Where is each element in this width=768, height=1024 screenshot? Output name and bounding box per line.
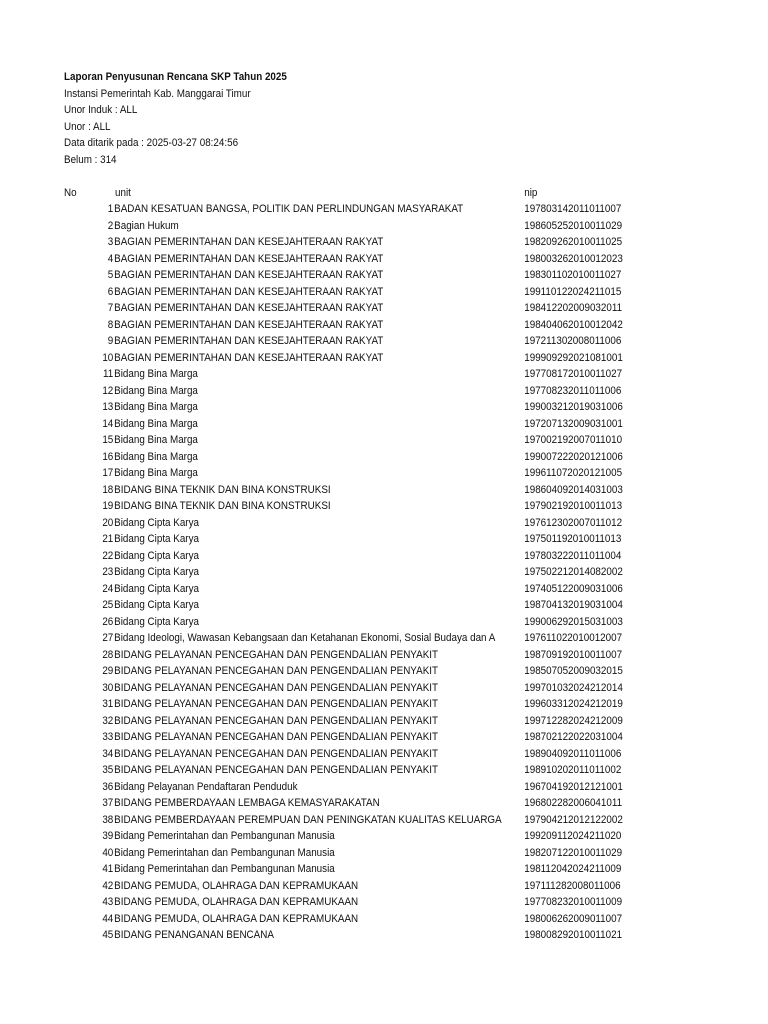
row-no-cell: 10 xyxy=(102,351,114,364)
row-unit-cell: BAGIAN PEMERINTAHAN DAN KESEJAHTERAAN RAKYAT xyxy=(114,351,384,364)
table-row xyxy=(64,449,671,466)
row-unit-cell: BIDANG PEMUDA, OLAHRAGA DAN KEPRAMUKAAN xyxy=(114,879,359,892)
row-nip-cell: 198605252010011029 xyxy=(523,218,622,235)
row-no-cell: 22 xyxy=(102,549,114,562)
row-unit-cell: BAGIAN PEMERINTAHAN DAN KESEJAHTERAAN RAKYAT xyxy=(114,335,384,347)
row-no-cell: 31 xyxy=(102,698,114,710)
table-row xyxy=(64,267,671,284)
table-row xyxy=(64,647,671,664)
row-nip-cell: 198003262010012023 xyxy=(523,251,622,268)
row-unit-cell: Bidang Cipta Karya xyxy=(114,533,199,545)
row-nip-cell: 199007222020121006 xyxy=(523,449,622,466)
row-unit-cell: Bagian Hukum xyxy=(114,219,179,232)
row-nip-cell: 199603312024212019 xyxy=(523,696,622,713)
row-nip-cell: 199110122024211015 xyxy=(523,284,621,301)
row-nip-cell: 198301102010011027 xyxy=(523,267,621,284)
row-nip-cell: 198412202009032011 xyxy=(523,300,622,317)
table-row xyxy=(64,630,671,647)
row-unit-cell: BIDANG PELAYANAN PENCEGAHAN DAN PENGENDALIAN PENYAKIT xyxy=(114,698,439,710)
row-nip-cell: 197708232011011006 xyxy=(523,383,621,400)
row-nip-cell: 198904092011011006 xyxy=(523,746,621,763)
row-unit-cell: BAGIAN PEMERINTAHAN DAN KESEJAHTERAAN RAKYAT xyxy=(114,269,384,281)
row-unit-cell: BIDANG PELAYANAN PENCEGAHAN DAN PENGENDALIAN PENYAKIT xyxy=(114,731,439,743)
row-no-cell: 33 xyxy=(102,731,114,743)
row-no-cell: 28 xyxy=(102,648,114,661)
row-nip-cell: 199611072020121005 xyxy=(523,465,622,482)
table-row xyxy=(64,746,671,763)
row-no-cell: 42 xyxy=(102,879,114,892)
table-row xyxy=(64,218,671,235)
row-no-cell: 27 xyxy=(102,632,114,644)
row-nip-cell: 197211302008011006 xyxy=(523,333,621,350)
table-row xyxy=(64,795,671,812)
report-title: Laporan Penyusunan Rencana SKP Tahun 2025 xyxy=(64,71,287,83)
row-no-cell: 29 xyxy=(102,665,114,677)
row-unit-cell: Bidang Bina Marga xyxy=(114,401,198,413)
row-nip-cell: 198112042024211009 xyxy=(523,861,621,878)
row-unit-cell: Bidang Pemerintahan dan Pembangunan Manusia xyxy=(114,846,335,859)
report-sheet xyxy=(64,69,671,944)
table-row xyxy=(64,350,671,367)
table-row xyxy=(64,300,671,317)
table-row xyxy=(64,779,671,796)
table-row xyxy=(64,614,671,631)
table-row xyxy=(64,234,671,251)
row-nip-cell: 198507052009032015 xyxy=(523,663,622,680)
row-nip-cell: 198709192010011007 xyxy=(523,647,622,664)
row-unit-cell: Bidang Pemerintahan dan Pembangunan Manusia xyxy=(114,830,335,842)
row-nip-cell: 196802282006041011 xyxy=(523,795,622,812)
row-nip-cell: 198209262010011025 xyxy=(523,234,622,251)
row-unit-cell: Bidang Bina Marga xyxy=(114,417,198,430)
row-no-cell: 45 xyxy=(102,929,114,941)
table-row xyxy=(64,515,671,532)
row-unit-cell: BAGIAN PEMERINTAHAN DAN KESEJAHTERAAN RAKYAT xyxy=(114,236,384,248)
row-nip-cell: 197803142011011007 xyxy=(523,201,621,218)
table-row xyxy=(64,911,671,928)
row-no-cell: 19 xyxy=(102,500,114,512)
row-nip-cell: 197111282008011006 xyxy=(523,878,620,895)
table-row xyxy=(64,878,671,895)
row-no-cell: 13 xyxy=(102,401,114,413)
table-row xyxy=(64,828,671,845)
table-row xyxy=(64,894,671,911)
table-row xyxy=(64,333,671,350)
row-no-cell: 40 xyxy=(102,846,114,859)
row-unit-cell: BIDANG PELAYANAN PENCEGAHAN DAN PENGENDALIAN PENYAKIT xyxy=(114,665,439,677)
table-row xyxy=(64,531,671,548)
row-no-cell: 17 xyxy=(102,467,114,479)
row-unit-cell: BIDANG PEMUDA, OLAHRAGA DAN KEPRAMUKAAN xyxy=(114,912,359,925)
row-unit-cell: Bidang Pemerintahan dan Pembangunan Manusia xyxy=(114,863,335,875)
row-unit-cell: BAGIAN PEMERINTAHAN DAN KESEJAHTERAAN RAKYAT xyxy=(114,252,384,265)
table-row xyxy=(64,927,671,944)
row-unit-cell: Bidang Cipta Karya xyxy=(114,615,199,628)
row-nip-cell: 197405122009031006 xyxy=(523,581,622,598)
table-row xyxy=(64,581,671,598)
row-unit-cell: BIDANG PELAYANAN PENCEGAHAN DAN PENGENDALIAN PENYAKIT xyxy=(114,648,439,661)
report-unor-induk: Unor Induk : ALL xyxy=(64,104,138,116)
row-unit-cell: Bidang Pelayanan Pendaftaran Penduduk xyxy=(114,780,298,793)
table-row xyxy=(64,482,671,499)
row-nip-cell: 199209112024211020 xyxy=(523,828,621,845)
row-no-cell: 44 xyxy=(102,912,114,925)
row-nip-cell: 197904212012122002 xyxy=(523,812,622,829)
row-no-cell: 12 xyxy=(102,384,114,397)
row-no-cell: 16 xyxy=(102,450,114,463)
table-row xyxy=(64,548,671,565)
table-row xyxy=(64,680,671,697)
row-no-cell: 15 xyxy=(102,434,114,446)
report-data-ditarik: Data ditarik pada : 2025-03-27 08:24:56 xyxy=(64,137,239,149)
table-row xyxy=(64,416,671,433)
row-unit-cell: BAGIAN PEMERINTAHAN DAN KESEJAHTERAAN RAKYAT xyxy=(114,302,384,314)
row-no-cell: 26 xyxy=(102,615,114,628)
row-no-cell: 32 xyxy=(102,714,114,727)
row-nip-cell: 199712282024212009 xyxy=(523,713,622,730)
row-nip-cell: 198207122010011029 xyxy=(523,845,622,862)
row-unit-cell: Bidang Bina Marga xyxy=(114,450,198,463)
column-header-no: No xyxy=(64,186,77,199)
row-nip-cell: 197002192007011010 xyxy=(523,432,622,449)
table-row xyxy=(64,366,671,383)
table-row xyxy=(64,284,671,301)
row-no-cell: 41 xyxy=(102,863,114,875)
row-nip-cell: 198702122022031004 xyxy=(523,729,622,746)
row-nip-cell: 197902192010011013 xyxy=(523,498,622,515)
table-row xyxy=(64,861,671,878)
row-nip-cell: 199006292015031003 xyxy=(523,614,622,631)
row-no-cell: 39 xyxy=(102,830,114,842)
row-nip-cell: 199003212019031006 xyxy=(523,399,622,416)
row-unit-cell: Bidang Cipta Karya xyxy=(114,549,199,562)
report-belum-count: Belum : 314 xyxy=(64,153,117,166)
row-no-cell: 43 xyxy=(102,896,114,908)
row-nip-cell: 198404062010012042 xyxy=(523,317,622,334)
report-instansi: Instansi Pemerintah Kab. Manggarai Timur xyxy=(64,87,251,100)
row-unit-cell: BIDANG PELAYANAN PENCEGAHAN DAN PENGENDALIAN PENYAKIT xyxy=(114,747,439,760)
row-unit-cell: Bidang Bina Marga xyxy=(114,368,198,380)
row-unit-cell: Bidang Bina Marga xyxy=(114,384,198,397)
row-no-cell: 20 xyxy=(102,516,114,529)
row-nip-cell: 197502212014082002 xyxy=(523,564,622,581)
row-unit-cell: BIDANG PEMBERDAYAAN PEREMPUAN DAN PENINGKATAN KUALITAS KELUARGA xyxy=(114,813,502,826)
row-no-cell: 4 xyxy=(107,252,114,265)
row-no-cell: 30 xyxy=(102,681,114,694)
row-no-cell: 37 xyxy=(102,797,114,809)
row-unit-cell: BIDANG PELAYANAN PENCEGAHAN DAN PENGENDALIAN PENYAKIT xyxy=(114,714,439,727)
row-unit-cell: BAGIAN PEMERINTAHAN DAN KESEJAHTERAAN RAKYAT xyxy=(114,285,384,298)
table-row xyxy=(64,597,671,614)
spacer xyxy=(64,168,671,185)
row-no-cell: 14 xyxy=(102,417,114,430)
row-no-cell: 38 xyxy=(102,813,114,826)
row-nip-cell: 197708172010011027 xyxy=(523,366,622,383)
table-row xyxy=(64,696,671,713)
table-row xyxy=(64,317,671,334)
row-no-cell: 2 xyxy=(107,219,114,232)
report-unor: Unor : ALL xyxy=(64,120,111,133)
row-nip-cell: 197803222011011004 xyxy=(523,548,621,565)
row-no-cell: 21 xyxy=(102,533,114,545)
row-unit-cell: BIDANG PEMUDA, OLAHRAGA DAN KEPRAMUKAAN xyxy=(114,896,359,908)
table-row xyxy=(64,498,671,515)
table-row xyxy=(64,564,671,581)
row-nip-cell: 197612302007011012 xyxy=(523,515,622,532)
row-unit-cell: Bidang Bina Marga xyxy=(114,467,198,479)
row-no-cell: 5 xyxy=(107,269,114,281)
row-nip-cell: 198006262009011007 xyxy=(523,911,622,928)
row-unit-cell: BIDANG PENANGANAN BENCANA xyxy=(114,929,274,941)
table-row xyxy=(64,383,671,400)
row-unit-cell: BADAN KESATUAN BANGSA, POLITIK DAN PERLINDUNGAN MASYARAKAT xyxy=(114,203,464,215)
row-no-cell: 7 xyxy=(107,302,114,314)
row-nip-cell: 199909292021081001 xyxy=(523,350,622,367)
row-unit-cell: Bidang Bina Marga xyxy=(114,434,198,446)
row-unit-cell: BIDANG BINA TEKNIK DAN BINA KONSTRUKSI xyxy=(114,500,331,512)
row-nip-cell: 198008292010011021 xyxy=(523,927,622,944)
row-no-cell: 25 xyxy=(102,599,114,611)
row-no-cell: 24 xyxy=(102,582,114,595)
table-row xyxy=(64,465,671,482)
column-header-nip: nip xyxy=(523,185,537,202)
row-nip-cell: 198604092014031003 xyxy=(523,482,622,499)
column-header-unit: unit xyxy=(115,186,131,199)
row-nip-cell: 196704192012121001 xyxy=(523,779,622,796)
row-no-cell: 9 xyxy=(107,335,114,347)
table-row xyxy=(64,663,671,680)
row-no-cell: 8 xyxy=(107,318,114,331)
table-row xyxy=(64,399,671,416)
row-nip-cell: 198704132019031004 xyxy=(523,597,622,614)
row-nip-cell: 198910202011011002 xyxy=(523,762,621,779)
row-unit-cell: Bidang Cipta Karya xyxy=(114,599,199,611)
row-no-cell: 6 xyxy=(107,285,114,298)
row-nip-cell: 199701032024212014 xyxy=(523,680,622,697)
row-no-cell: 34 xyxy=(102,747,114,760)
table-row xyxy=(64,251,671,268)
table-row xyxy=(64,713,671,730)
row-nip-cell: 197611022010012007 xyxy=(523,630,622,647)
row-unit-cell: BAGIAN PEMERINTAHAN DAN KESEJAHTERAAN RAKYAT xyxy=(114,318,384,331)
row-no-cell: 23 xyxy=(102,566,114,578)
row-unit-cell: BIDANG PEMBERDAYAAN LEMBAGA KEMASYARAKATAN xyxy=(114,797,380,809)
row-unit-cell: Bidang Cipta Karya xyxy=(114,516,199,529)
table-row xyxy=(64,201,671,218)
row-no-cell: 11 xyxy=(103,368,114,380)
row-nip-cell: 197501192010011013 xyxy=(523,531,621,548)
row-nip-cell: 197708232010011009 xyxy=(523,894,622,911)
row-unit-cell: Bidang Cipta Karya xyxy=(114,566,199,578)
table-row xyxy=(64,432,671,449)
row-unit-cell: BIDANG PELAYANAN PENCEGAHAN DAN PENGENDALIAN PENYAKIT xyxy=(114,681,439,694)
row-no-cell: 36 xyxy=(102,780,114,793)
row-unit-cell: BIDANG PELAYANAN PENCEGAHAN DAN PENGENDALIAN PENYAKIT xyxy=(114,764,439,776)
table-row xyxy=(64,812,671,829)
row-no-cell: 3 xyxy=(107,236,114,248)
row-unit-cell: BIDANG BINA TEKNIK DAN BINA KONSTRUKSI xyxy=(114,483,331,496)
table-row xyxy=(64,762,671,779)
row-no-cell: 35 xyxy=(102,764,114,776)
row-no-cell: 1 xyxy=(107,203,114,215)
row-unit-cell: Bidang Ideologi, Wawasan Kebangsaan dan Ketahanan Ekonomi, Sosial Budaya dan A xyxy=(114,632,496,644)
row-no-cell: 18 xyxy=(102,483,114,496)
table-row xyxy=(64,729,671,746)
table-header-row xyxy=(64,185,671,202)
table-row xyxy=(64,845,671,862)
table-body xyxy=(64,201,671,944)
row-unit-cell: Bidang Cipta Karya xyxy=(114,582,199,595)
row-nip-cell: 197207132009031001 xyxy=(523,416,622,433)
